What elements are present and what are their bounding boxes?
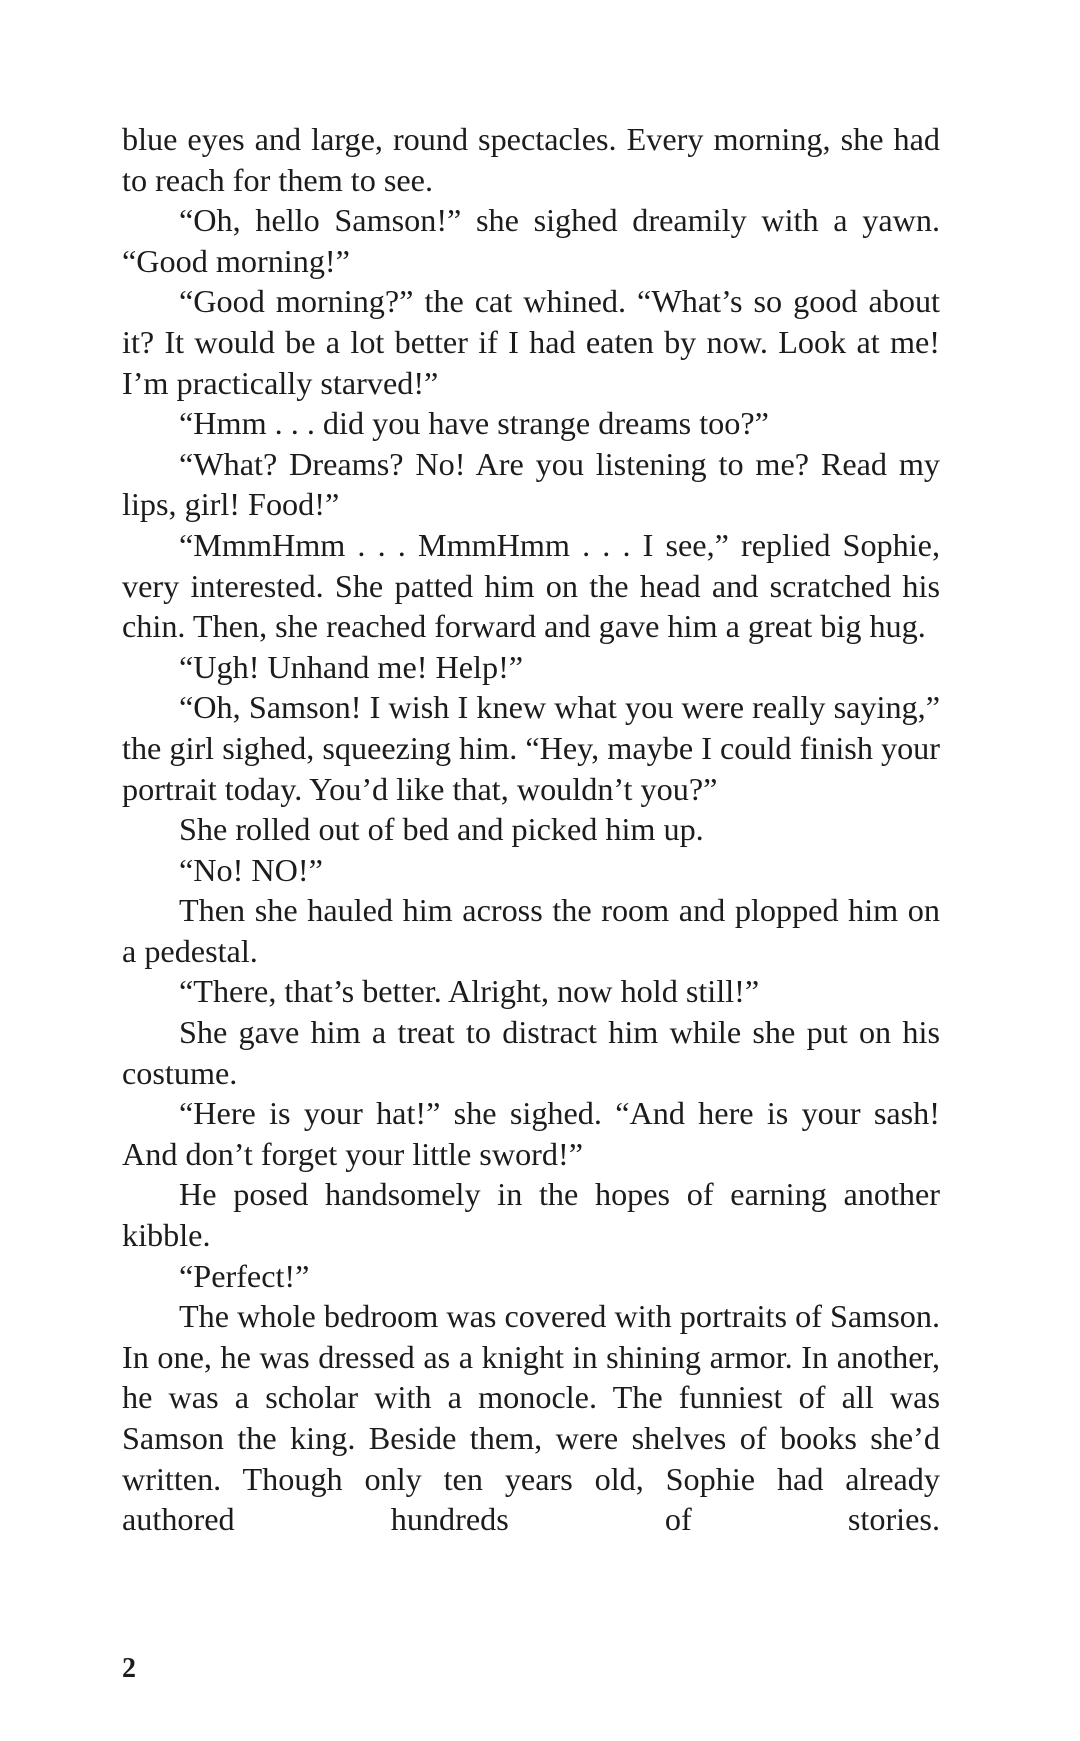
paragraph: “Good morning?” the cat whined. “What’s so good about it? It would be a lot better if I had eaten by now. Look at me! I’m practically starved!” (122, 283, 940, 401)
paragraph: “Oh, Samson! I wish I knew what you were really saying,” the girl sighed, squeezing him. “Hey, maybe I could finish your portrait today. You’d like that, wouldn’t you?” (122, 689, 940, 807)
paragraph: “MmmHmm . . . MmmHmm . . . I see,” replied Sophie, very interested. She patted him on the head and scratched his chin. Then, she reached forward and gave him a great big hug. (122, 526, 940, 645)
paragraph: “Perfect!” (179, 1257, 310, 1294)
paragraph: “Oh, hello Samson!” she sighed dreamily with a yawn. “Good morning!” (122, 202, 940, 279)
paragraph: She gave him a treat to distract him while she put on his costume. (122, 1014, 940, 1091)
paragraph: “What? Dreams? No! Are you listening to me? Read my lips, girl! Food!” (122, 445, 940, 523)
paragraph: She rolled out of bed and picked him up. (179, 811, 704, 848)
paragraph: He posed handsomely in the hopes of earning another kibble. (122, 1176, 940, 1254)
paragraph: Then she hauled him across the room and plopped him on a pedestal. (122, 892, 940, 969)
paragraph: The whole bedroom was covered with portraits of Samson. In one, he was dressed as a knight in shining armor. In another, he was a scholar with a monocle. The funniest of all was Samson the king. Beside them, were shelves of books she’d written. Though only ten years old, Sophie had already authored hundreds of stories. (122, 1298, 940, 1538)
body-text (122, 119, 940, 1540)
paragraph: “No! NO!” (179, 851, 323, 888)
paragraph: “Hmm . . . did you have strange dreams too?” (179, 405, 769, 442)
paragraph: “Here is your hat!” she sighed. “And here is your sash! And don’t forget your little sword!” (122, 1095, 940, 1172)
page-number: 2 (122, 1653, 136, 1684)
paragraph: “There, that’s better. Alright, now hold still!” (179, 973, 760, 1010)
paragraph: “Ugh! Unhand me! Help!” (179, 648, 524, 685)
paragraph: blue eyes and large, round spectacles. Every morning, she had to reach for them to see. (122, 121, 940, 198)
